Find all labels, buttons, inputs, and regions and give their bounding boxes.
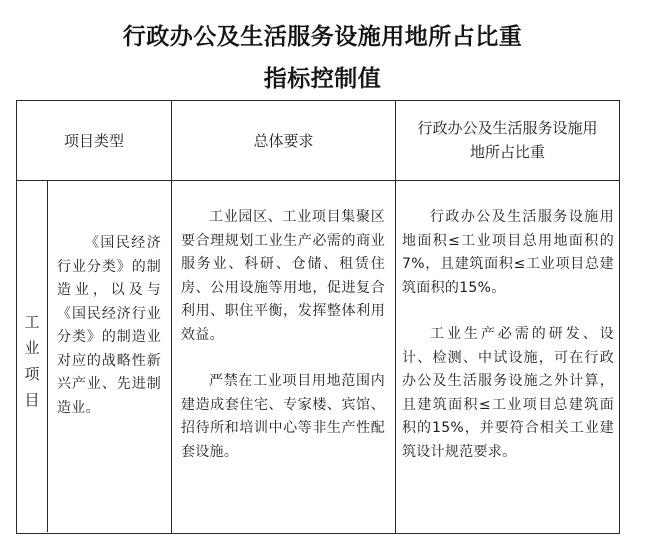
ratio-requirement-paragraph-2: 工业生产必需的研发、设计、检测、中试设施，可在行政办公及生活服务设施之外计算，且建筑面积≤工业项目总建筑面积的15%，并要符合相关工业建筑设计规范要求。 — [402, 326, 614, 460]
column-divider — [395, 101, 396, 533]
column-divider — [47, 181, 48, 532]
header-row-divider — [17, 180, 619, 181]
ratio-requirement-text — [402, 206, 614, 464]
project-type-description — [57, 232, 161, 420]
paragraph-gap — [181, 347, 385, 370]
general-requirement-paragraph-2: 严禁在工业项目用地范围内建造成套住宅、专家楼、宾馆、招待所和培训中心等非生产性配套设施。 — [181, 373, 385, 460]
paragraph-gap — [402, 300, 614, 323]
column-divider — [171, 101, 172, 533]
document-title-line-1: 行政办公及生活服务设施用地所占比重 — [122, 23, 523, 50]
project-category-label: 工业项目 — [24, 313, 40, 409]
document-title-line-2: 指标控制值 — [263, 65, 382, 92]
indicator-table — [16, 100, 620, 534]
header-general-requirement: 总体要求 — [253, 132, 314, 150]
general-requirement-text — [181, 206, 385, 464]
header-project-type: 项目类型 — [63, 132, 124, 150]
ratio-requirement-paragraph-1: 行政办公及生活服务设施用地面积≤工业项目总用地面积的7%，且建筑面积≤工业项目总建筑面积的15%。 — [402, 209, 614, 296]
general-requirement-paragraph-1: 工业园区、工业项目集聚区要合理规划工业生产必需的商业服务业、科研、仓储、租赁住房、公用设施等用地，促进复合利用、职住平衡，发挥整体利用效益。 — [181, 209, 385, 343]
description-text: 《国民经济行业分类》的制造业，以及与《国民经济行业分类》的制造业对应的战略性新兴产业、先进制造业。 — [57, 235, 161, 416]
header-land-use-ratio: 行政办公及生活服务设施用地所占比重 — [417, 119, 598, 161]
